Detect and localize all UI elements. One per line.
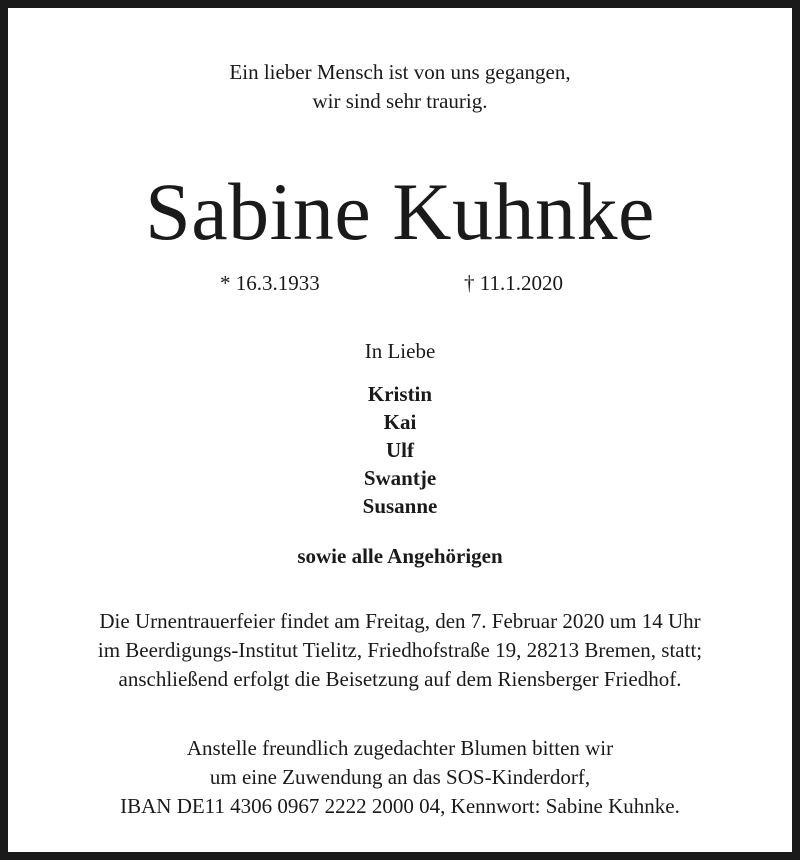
donation-request [8,734,792,821]
relatives-line: sowie alle Angehörigen [297,544,503,568]
donation-line-2: um eine Zuwendung an das SOS-Kinderdorf, [209,765,591,789]
ceremony-line-3: anschließend erfolgt die Beisetzung auf dem Riensberger Friedhof. [118,667,682,691]
death-date: † 11.1.2020 [464,271,563,295]
intro-line-1: Ein lieber Mensch ist von uns gegangen, [229,60,571,84]
mourner-name: Kristin [367,382,433,406]
intro-text [8,58,792,116]
ceremony-line-2: im Beerdigungs-Institut Tielitz, Friedhofstraße 19, 28213 Bremen, statt; [97,638,703,662]
birth-date: * 16.3.1933 [220,271,320,295]
mourners-list [8,380,792,520]
mourner-name: Kai [383,410,417,434]
intro-line-2: wir sind sehr traurig. [312,89,488,113]
donation-line-3: IBAN DE11 4306 0967 2222 2000 04, Kennwort: Sabine Kuhnke. [120,794,680,818]
deceased-name: Sabine Kuhnke [145,166,655,257]
mourner-name: Swantje [363,466,437,490]
ceremony-line-1: Die Urnentrauerfeier findet am Freitag, den 7. Februar 2020 um 14 Uhr [99,609,701,633]
donation-line-1: Anstelle freundlich zugedachter Blumen bitten wir [186,736,614,760]
mourner-name: Ulf [386,438,414,462]
in-love-label: In Liebe [364,339,436,363]
ceremony-details [8,607,792,694]
mourner-name: Susanne [362,494,438,518]
